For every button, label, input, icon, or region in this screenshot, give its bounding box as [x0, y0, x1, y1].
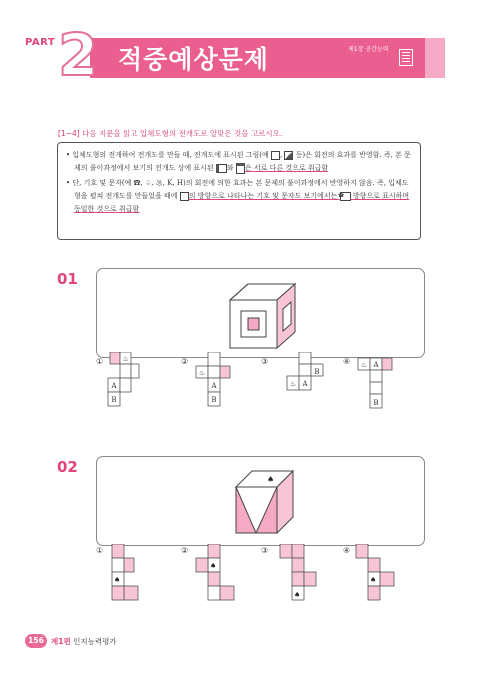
note-2: • 단, 기호 및 문자(예 ☎, ♤, ♨, K, H)의 회전에 의한 효과는 본 문제의 풀이과정에서 반영하지 않음. 즉, 입체도형을 펼쳐 전개도를 만들었을 때에 의 방향으로 나타나는 기호 및 문자도 보기에서는 ☎ 방향으로 표시하며 동일한 것으로 취급함: [66, 179, 410, 213]
net-spade: ♠: [370, 576, 377, 584]
cube-spade: ♠: [267, 475, 275, 484]
net-letter: B: [373, 399, 379, 407]
rect-figure-icon: [271, 151, 280, 160]
box-d-icon: [180, 192, 189, 201]
cube-figure-2: [97, 457, 426, 547]
figure-box: [96, 456, 425, 546]
net-symbol: ♨: [198, 369, 206, 377]
net-options-2: [104, 544, 424, 608]
net-letter: A: [111, 382, 117, 390]
question-prompt: [1~4] 다음 지문을 읽고 입체도형의 전개도로 알맞은 것을 고르시오.: [58, 129, 283, 138]
page-number: 156: [25, 634, 47, 648]
figure-box: [96, 268, 425, 358]
net-spade: ♠: [294, 591, 301, 599]
option-label[interactable]: ①: [96, 546, 104, 555]
net-symbol: ♨: [289, 380, 297, 388]
net-spade: ♠: [114, 576, 121, 584]
title-banner-bevel: [425, 38, 445, 78]
option-label[interactable]: ②: [181, 546, 189, 555]
net-letter: A: [302, 380, 308, 388]
net-spades: [114, 562, 376, 599]
net-letter: B: [314, 368, 320, 376]
net-letter: B: [211, 396, 217, 404]
net-letter: A: [373, 361, 379, 369]
part-number: 2: [58, 21, 99, 89]
net-letter: A: [211, 382, 217, 390]
option-label[interactable]: ③: [261, 546, 269, 555]
option-label[interactable]: ②: [181, 357, 189, 366]
net-options-1: [100, 352, 440, 416]
memo-icon: [399, 49, 413, 66]
page-title: 적중예상문제: [118, 45, 269, 74]
cube-figure-1: [97, 269, 426, 359]
footer-section: 제1편 인지능력평가: [51, 637, 117, 646]
bar-top-icon: [236, 163, 245, 174]
option-label[interactable]: ④: [343, 546, 351, 555]
net-letter: B: [111, 396, 117, 404]
net-symbol: ♨: [360, 361, 368, 369]
problem-number: 02: [57, 458, 78, 476]
option-label[interactable]: ①: [96, 357, 104, 366]
net-symbol: ♨: [122, 355, 129, 363]
problem-number: 01: [57, 270, 78, 288]
note-1: • 입체도형의 전개하여 전개도를 만들 때, 전개도에 표시된 그림(예 , 등)은 회전의 효과를 반영함. 즉, 본 문제의 풀이과정에서 보기의 전개도 상에 표시된 와 은 서로 다른 것으로 취급함: [66, 151, 411, 172]
chapter-label: 제1장 공간능력: [348, 46, 389, 53]
notes-box: [57, 142, 421, 240]
net-spade: ♠: [210, 562, 217, 570]
bar-left-icon: [216, 164, 227, 173]
phone-box-icon: ☎: [340, 192, 351, 201]
part-label: PART: [25, 37, 56, 48]
option-label[interactable]: ④: [343, 357, 351, 366]
option-label[interactable]: ③: [261, 357, 269, 366]
